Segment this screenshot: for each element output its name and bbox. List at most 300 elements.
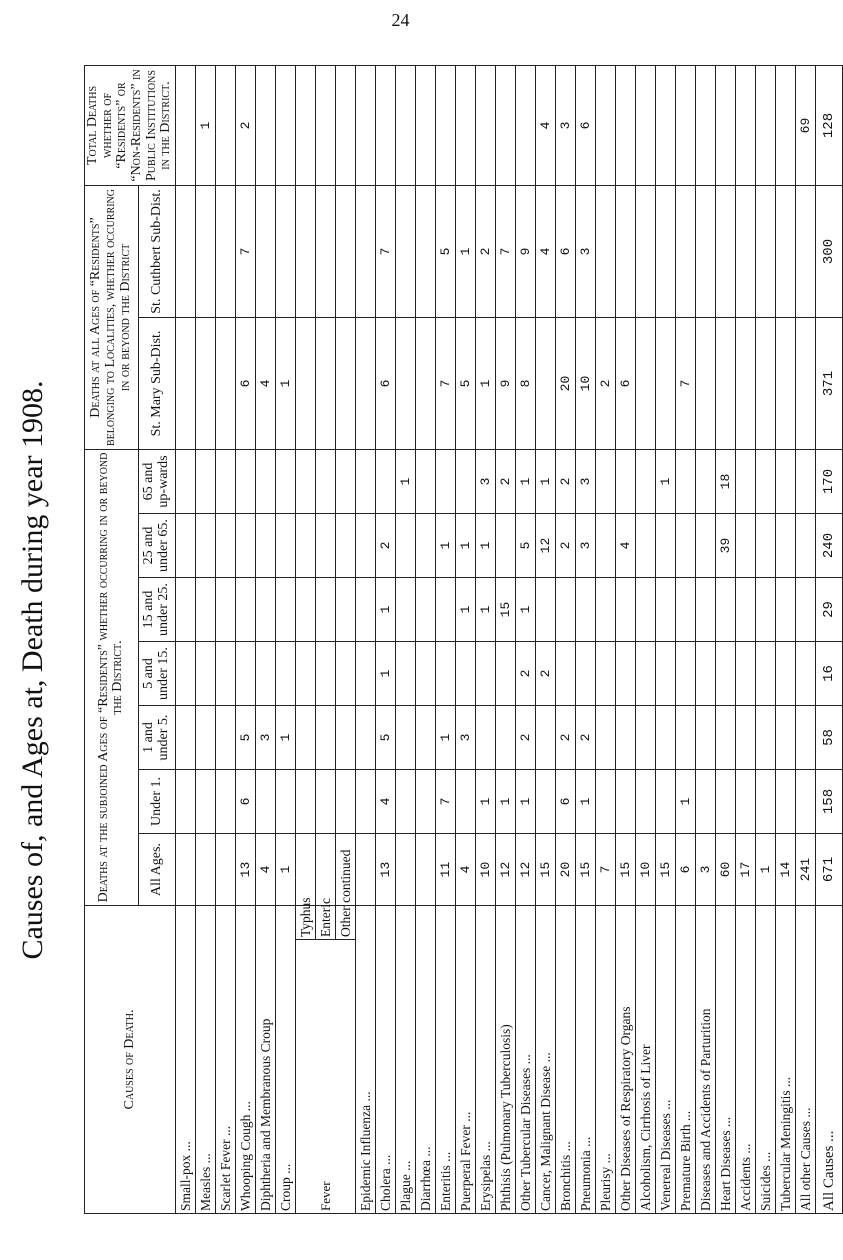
value-cell bbox=[376, 66, 396, 186]
value-cell: 20 bbox=[556, 318, 576, 450]
value-cell: 7 bbox=[376, 186, 396, 318]
value-cell: 1 bbox=[396, 450, 416, 514]
value-cell bbox=[656, 706, 676, 770]
value-cell bbox=[636, 770, 656, 834]
table-row bbox=[216, 66, 236, 1214]
value-cell bbox=[476, 706, 496, 770]
value-cell: 4 bbox=[616, 514, 636, 578]
value-cell bbox=[556, 578, 576, 642]
table-row bbox=[416, 66, 436, 1214]
value-cell bbox=[396, 834, 416, 906]
value-cell bbox=[476, 66, 496, 186]
value-cell bbox=[756, 706, 776, 770]
col-st-mary: St. Mary Sub-Dist. bbox=[138, 318, 175, 450]
value-cell bbox=[176, 770, 196, 834]
value-cell: 8 bbox=[516, 318, 536, 450]
value-cell: 1 bbox=[476, 770, 496, 834]
value-cell bbox=[276, 66, 296, 186]
ages-group-header: Deaths at the subjoined Ages of “Residents” whether occurring in or beyond the District. bbox=[85, 450, 139, 906]
value-cell bbox=[256, 186, 276, 318]
value-cell bbox=[256, 770, 276, 834]
cause-label: Epidemic Influenza ... bbox=[356, 906, 376, 1214]
cause-label: Venereal Diseases ... bbox=[656, 906, 676, 1214]
fever-group-label: Fever bbox=[296, 940, 356, 1214]
cause-label: Typhus bbox=[296, 906, 316, 940]
value-cell: 5 bbox=[376, 706, 396, 770]
table-row bbox=[796, 66, 816, 1214]
value-cell: 6 bbox=[376, 318, 396, 450]
value-cell bbox=[536, 770, 556, 834]
value-cell bbox=[716, 318, 736, 450]
value-cell bbox=[776, 578, 796, 642]
value-cell bbox=[176, 706, 196, 770]
value-cell bbox=[636, 706, 656, 770]
cause-label: Whooping Cough ... bbox=[236, 906, 256, 1214]
value-cell bbox=[556, 642, 576, 706]
value-cell bbox=[716, 186, 736, 318]
value-cell: 18 bbox=[716, 450, 736, 514]
value-cell bbox=[756, 642, 776, 706]
value-cell bbox=[796, 642, 816, 706]
value-cell bbox=[736, 66, 756, 186]
total-deaths-header: Total Deaths whether of “Residents” or “Non-Residents” in Public Institutions in the District. bbox=[85, 66, 176, 186]
value-cell bbox=[676, 514, 696, 578]
cause-label: Other Tubercular Diseases ... bbox=[516, 906, 536, 1214]
value-cell bbox=[196, 514, 216, 578]
col-5-to-15: 5 and under 15. bbox=[138, 642, 175, 706]
value-cell bbox=[676, 186, 696, 318]
value-cell bbox=[216, 318, 236, 450]
value-cell bbox=[356, 834, 376, 906]
value-cell: 15 bbox=[576, 834, 596, 906]
col-st-cuthbert: St. Cuthbert Sub-Dist. bbox=[138, 186, 175, 318]
col-1-to-5: 1 and under 5. bbox=[138, 706, 175, 770]
value-cell bbox=[596, 450, 616, 514]
value-cell: 6 bbox=[576, 66, 596, 186]
value-cell: 15 bbox=[656, 834, 676, 906]
value-cell bbox=[236, 578, 256, 642]
value-cell bbox=[416, 578, 436, 642]
value-cell: 2 bbox=[236, 66, 256, 186]
value-cell bbox=[296, 642, 316, 706]
value-cell bbox=[216, 578, 236, 642]
cause-label: Diseases and Accidents of Parturition bbox=[696, 906, 716, 1214]
value-cell bbox=[416, 450, 436, 514]
value-cell bbox=[196, 578, 216, 642]
value-cell bbox=[456, 770, 476, 834]
value-cell: 4 bbox=[256, 834, 276, 906]
cause-label: Pleurisy ... bbox=[596, 906, 616, 1214]
value-cell bbox=[196, 834, 216, 906]
mortality-table bbox=[84, 65, 843, 1214]
value-cell bbox=[776, 186, 796, 318]
value-cell bbox=[696, 318, 716, 450]
value-cell bbox=[276, 642, 296, 706]
value-cell bbox=[656, 642, 676, 706]
value-cell: 2 bbox=[516, 642, 536, 706]
value-cell: 1 bbox=[276, 318, 296, 450]
value-cell: 3 bbox=[576, 186, 596, 318]
cause-label: Enteritis ... bbox=[436, 906, 456, 1214]
value-cell bbox=[616, 642, 636, 706]
value-cell bbox=[536, 706, 556, 770]
value-cell: 3 bbox=[456, 706, 476, 770]
value-cell bbox=[356, 450, 376, 514]
value-cell bbox=[616, 450, 636, 514]
value-cell bbox=[676, 450, 696, 514]
table-row bbox=[396, 66, 416, 1214]
cause-label: Other continued bbox=[336, 906, 356, 940]
value-cell bbox=[576, 578, 596, 642]
value-cell bbox=[316, 66, 336, 186]
value-cell bbox=[176, 578, 196, 642]
value-cell bbox=[756, 66, 776, 186]
value-cell bbox=[196, 770, 216, 834]
value-cell: 3 bbox=[696, 834, 716, 906]
page-number: 24 bbox=[391, 10, 410, 30]
value-cell bbox=[316, 186, 336, 318]
value-cell: 7 bbox=[436, 770, 456, 834]
value-cell bbox=[216, 770, 236, 834]
value-cell: 1 bbox=[276, 706, 296, 770]
total-value-cell: 158 bbox=[816, 770, 843, 834]
cause-label: Croup ... bbox=[276, 906, 296, 1214]
value-cell bbox=[716, 578, 736, 642]
value-cell bbox=[736, 318, 756, 450]
totals-label: All Causes ... bbox=[816, 906, 843, 1214]
value-cell bbox=[656, 186, 676, 318]
value-cell bbox=[316, 318, 336, 450]
table-row bbox=[636, 66, 656, 1214]
causes-header: Causes of Death. bbox=[85, 906, 176, 1214]
value-cell: 5 bbox=[456, 318, 476, 450]
value-cell bbox=[756, 186, 776, 318]
value-cell bbox=[416, 186, 436, 318]
value-cell bbox=[656, 770, 676, 834]
value-cell bbox=[196, 318, 216, 450]
table-row bbox=[616, 66, 636, 1214]
value-cell bbox=[176, 834, 196, 906]
value-cell bbox=[216, 66, 236, 186]
value-cell: 1 bbox=[436, 514, 456, 578]
value-cell bbox=[256, 642, 276, 706]
value-cell bbox=[696, 450, 716, 514]
value-cell bbox=[296, 706, 316, 770]
value-cell: 1 bbox=[676, 770, 696, 834]
value-cell bbox=[636, 642, 656, 706]
cause-label: Small-pox ... bbox=[176, 906, 196, 1214]
value-cell: 6 bbox=[236, 770, 256, 834]
value-cell bbox=[236, 642, 256, 706]
value-cell: 17 bbox=[736, 834, 756, 906]
value-cell bbox=[736, 578, 756, 642]
value-cell bbox=[356, 642, 376, 706]
value-cell bbox=[336, 770, 356, 834]
value-cell: 241 bbox=[796, 834, 816, 906]
value-cell bbox=[336, 450, 356, 514]
table-row bbox=[656, 66, 676, 1214]
value-cell bbox=[216, 186, 236, 318]
value-cell bbox=[776, 706, 796, 770]
value-cell bbox=[656, 578, 676, 642]
value-cell bbox=[636, 66, 656, 186]
value-cell: 14 bbox=[776, 834, 796, 906]
value-cell: 11 bbox=[436, 834, 456, 906]
table-row bbox=[676, 66, 696, 1214]
value-cell bbox=[696, 706, 716, 770]
value-cell bbox=[316, 450, 336, 514]
value-cell bbox=[756, 578, 776, 642]
value-cell bbox=[756, 318, 776, 450]
value-cell bbox=[376, 450, 396, 514]
value-cell bbox=[776, 450, 796, 514]
value-cell bbox=[336, 706, 356, 770]
value-cell bbox=[676, 66, 696, 186]
value-cell bbox=[276, 514, 296, 578]
cause-label: Enteric bbox=[316, 906, 336, 940]
value-cell bbox=[716, 706, 736, 770]
value-cell: 2 bbox=[556, 450, 576, 514]
value-cell bbox=[696, 186, 716, 318]
totals-row bbox=[816, 66, 843, 1214]
value-cell bbox=[416, 770, 436, 834]
value-cell bbox=[756, 514, 776, 578]
value-cell bbox=[536, 318, 556, 450]
value-cell: 3 bbox=[556, 66, 576, 186]
value-cell: 6 bbox=[676, 834, 696, 906]
table-row bbox=[736, 66, 756, 1214]
value-cell: 2 bbox=[556, 514, 576, 578]
value-cell bbox=[616, 66, 636, 186]
value-cell: 60 bbox=[716, 834, 736, 906]
value-cell: 12 bbox=[496, 834, 516, 906]
value-cell: 1 bbox=[456, 186, 476, 318]
value-cell: 5 bbox=[236, 706, 256, 770]
value-cell: 4 bbox=[456, 834, 476, 906]
value-cell: 2 bbox=[376, 514, 396, 578]
table-row bbox=[756, 66, 776, 1214]
value-cell: 1 bbox=[436, 706, 456, 770]
value-cell bbox=[716, 66, 736, 186]
value-cell: 1 bbox=[576, 770, 596, 834]
value-cell bbox=[176, 450, 196, 514]
value-cell: 1 bbox=[476, 578, 496, 642]
value-cell bbox=[276, 578, 296, 642]
value-cell: 1 bbox=[456, 514, 476, 578]
col-15-to-25: 15 and under 25. bbox=[138, 578, 175, 642]
cause-label: Diphtheria and Membranous Croup bbox=[256, 906, 276, 1214]
value-cell bbox=[416, 642, 436, 706]
value-cell bbox=[216, 642, 236, 706]
value-cell: 1 bbox=[456, 578, 476, 642]
value-cell: 1 bbox=[196, 66, 216, 186]
value-cell: 2 bbox=[536, 642, 556, 706]
value-cell: 12 bbox=[536, 514, 556, 578]
table-row bbox=[356, 66, 376, 1214]
value-cell bbox=[356, 770, 376, 834]
table-row bbox=[196, 66, 216, 1214]
value-cell bbox=[636, 514, 656, 578]
value-cell: 1 bbox=[476, 514, 496, 578]
value-cell bbox=[676, 706, 696, 770]
cause-label: Pneumonia ... bbox=[576, 906, 596, 1214]
value-cell bbox=[256, 514, 276, 578]
value-cell: 1 bbox=[276, 834, 296, 906]
value-cell bbox=[796, 706, 816, 770]
value-cell bbox=[416, 66, 436, 186]
value-cell bbox=[776, 66, 796, 186]
value-cell bbox=[216, 706, 236, 770]
value-cell: 5 bbox=[436, 186, 456, 318]
value-cell bbox=[396, 578, 416, 642]
value-cell bbox=[336, 578, 356, 642]
value-cell bbox=[256, 578, 276, 642]
value-cell: 1 bbox=[496, 770, 516, 834]
cause-label: Cholera ... bbox=[376, 906, 396, 1214]
value-cell bbox=[776, 642, 796, 706]
value-cell bbox=[736, 186, 756, 318]
value-cell bbox=[656, 66, 676, 186]
value-cell: 15 bbox=[496, 578, 516, 642]
value-cell bbox=[776, 770, 796, 834]
value-cell: 3 bbox=[256, 706, 276, 770]
value-cell bbox=[396, 66, 416, 186]
value-cell bbox=[796, 514, 816, 578]
value-cell: 9 bbox=[516, 186, 536, 318]
cause-label: Erysipelas ... bbox=[476, 906, 496, 1214]
value-cell bbox=[296, 770, 316, 834]
cause-label: Suicides ... bbox=[756, 906, 776, 1214]
value-cell bbox=[516, 66, 536, 186]
value-cell bbox=[196, 186, 216, 318]
value-cell bbox=[696, 514, 716, 578]
value-cell bbox=[356, 578, 376, 642]
value-cell bbox=[596, 770, 616, 834]
value-cell bbox=[336, 66, 356, 186]
value-cell bbox=[696, 66, 716, 186]
value-cell bbox=[416, 706, 436, 770]
cause-label: Phthisis (Pulmonary Tuberculosis) bbox=[496, 906, 516, 1214]
value-cell: 2 bbox=[516, 706, 536, 770]
value-cell: 6 bbox=[236, 318, 256, 450]
table-row bbox=[176, 66, 196, 1214]
value-cell: 13 bbox=[236, 834, 256, 906]
value-cell: 4 bbox=[376, 770, 396, 834]
value-cell bbox=[356, 66, 376, 186]
value-cell bbox=[296, 514, 316, 578]
cause-label: Premature Birth ... bbox=[676, 906, 696, 1214]
value-cell: 20 bbox=[556, 834, 576, 906]
value-cell bbox=[216, 514, 236, 578]
value-cell: 1 bbox=[756, 834, 776, 906]
value-cell bbox=[356, 318, 376, 450]
value-cell bbox=[496, 642, 516, 706]
value-cell bbox=[536, 578, 556, 642]
value-cell bbox=[756, 450, 776, 514]
value-cell bbox=[216, 834, 236, 906]
table-row bbox=[436, 66, 456, 1214]
value-cell bbox=[176, 318, 196, 450]
value-cell: 7 bbox=[236, 186, 256, 318]
value-cell bbox=[396, 642, 416, 706]
value-cell bbox=[436, 66, 456, 186]
table-row bbox=[516, 66, 536, 1214]
value-cell bbox=[436, 578, 456, 642]
value-cell bbox=[596, 706, 616, 770]
value-cell bbox=[636, 578, 656, 642]
cause-label: Bronchitis ... bbox=[556, 906, 576, 1214]
value-cell bbox=[396, 706, 416, 770]
value-cell: 3 bbox=[576, 514, 596, 578]
value-cell bbox=[396, 318, 416, 450]
value-cell bbox=[416, 834, 436, 906]
value-cell: 10 bbox=[476, 834, 496, 906]
value-cell: 2 bbox=[596, 318, 616, 450]
value-cell: 1 bbox=[536, 450, 556, 514]
value-cell bbox=[716, 642, 736, 706]
value-cell bbox=[276, 450, 296, 514]
value-cell bbox=[576, 642, 596, 706]
value-cell bbox=[396, 186, 416, 318]
cause-label: Accidents ... bbox=[736, 906, 756, 1214]
value-cell: 4 bbox=[536, 66, 556, 186]
value-cell bbox=[616, 186, 636, 318]
value-cell bbox=[316, 834, 336, 906]
value-cell bbox=[296, 450, 316, 514]
value-cell: 6 bbox=[556, 770, 576, 834]
value-cell bbox=[356, 186, 376, 318]
value-cell: 5 bbox=[516, 514, 536, 578]
value-cell: 1 bbox=[376, 642, 396, 706]
value-cell bbox=[776, 514, 796, 578]
value-cell: 1 bbox=[476, 318, 496, 450]
value-cell bbox=[256, 66, 276, 186]
value-cell bbox=[596, 186, 616, 318]
value-cell bbox=[596, 578, 616, 642]
table-row bbox=[556, 66, 576, 1214]
value-cell: 10 bbox=[576, 318, 596, 450]
value-cell bbox=[336, 318, 356, 450]
value-cell bbox=[436, 642, 456, 706]
value-cell bbox=[276, 770, 296, 834]
value-cell bbox=[316, 706, 336, 770]
value-cell: 1 bbox=[376, 578, 396, 642]
table-body bbox=[176, 66, 843, 1214]
table-row bbox=[276, 66, 296, 1214]
value-cell bbox=[756, 770, 776, 834]
value-cell bbox=[356, 514, 376, 578]
value-cell bbox=[296, 578, 316, 642]
value-cell bbox=[696, 770, 716, 834]
value-cell: 4 bbox=[536, 186, 556, 318]
value-cell bbox=[196, 642, 216, 706]
value-cell bbox=[416, 318, 436, 450]
table-row bbox=[716, 66, 736, 1214]
value-cell: 6 bbox=[616, 318, 636, 450]
cause-label: Tubercular Meningitis ... bbox=[776, 906, 796, 1214]
value-cell bbox=[736, 770, 756, 834]
value-cell: 6 bbox=[556, 186, 576, 318]
value-cell bbox=[496, 706, 516, 770]
value-cell: 15 bbox=[536, 834, 556, 906]
table-row bbox=[256, 66, 276, 1214]
value-cell bbox=[316, 770, 336, 834]
value-cell bbox=[176, 514, 196, 578]
value-cell bbox=[176, 66, 196, 186]
cause-label: Alcoholism, Cirrhosis of Liver bbox=[636, 906, 656, 1214]
value-cell bbox=[336, 642, 356, 706]
value-cell bbox=[436, 450, 456, 514]
